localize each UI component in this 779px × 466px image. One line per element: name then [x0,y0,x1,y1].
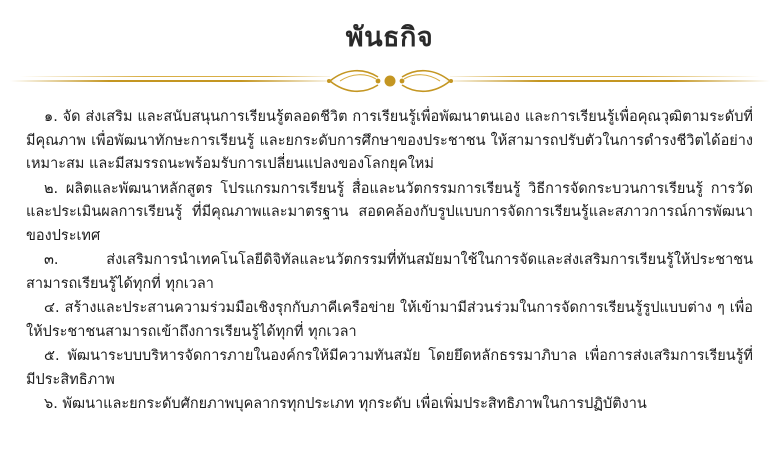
mission-body [26,106,753,416]
mission-item-2: ๒. ผลิตและพัฒนาหลักสูตร โปรแกรมการเรียนรู้ สื่อและนวัตกรรมการเรียนรู้ วิธีการจัดกระบวนการเรียนรู้ การวัดและประเมินผลการเรียนรู้ ที่มีคุณภาพและมาตรฐาน สอดคล้องกับรูปแบบการจัดการเรียนรู้และสภาวการณ์การพัฒนาของประเทศ [26,180,753,244]
mission-item-3: ๓. ส่งเสริมการนำเทคโนโลยีดิจิทัลและนวัตกรรมที่ทันสมัยมาใช้ในการจัดและส่งเสริมการเรียนรู้ให้ประชาชนสามารถเรียนรู้ได้ทุกที่ ทุกเวลา [26,252,753,292]
divider-thinbar-left [20,76,330,77]
divider-ornament-icon [320,64,460,98]
mission-item-1: ๑. จัด ส่งเสริม และสนับสนุนการเรียนรู้ตลอดชีวิต การเรียนรู้เพื่อพัฒนาตนเอง และการเรียนรู้เพื่อคุณวุฒิตามระดับที่มีคุณภาพ เพื่อพัฒนาทักษะการเรียนรู้ และยกระดับการศึกษาของประชาชน ให้สามารถปรับตัวในการดำรงชีวิตได้อย่างเหมาะสม และมีสมรรถนะพร้อมรับการเปลี่ยนแปลงของโลกยุคใหม่ [26,109,753,173]
mission-item-6: ๖. พัฒนาและยกระดับศักยภาพบุคลากรทุกประเภท ทุกระดับ เพื่อเพิ่มประสิทธิภาพในการปฏิบัติงาน [44,396,647,413]
page-title: พันธกิจ [345,22,434,53]
mission-item-4: ๔. สร้างและประสานความร่วมมือเชิงรุกกับภาคีเครือข่าย ให้เข้ามามีส่วนร่วมในการจัดการเรียนรู้รูปแบบต่าง ๆ เพื่อให้ประชาชนสามารถเข้าถึงการเรียนรู้ได้ทุกที่ ทุกเวลา [26,300,753,340]
decorative-divider [10,64,770,98]
divider-bar-right [440,80,770,82]
divider-thinbar-right [450,76,760,77]
mission-item-5: ๕. พัฒนาระบบบริหารจัดการภายในองค์กรให้มีความทันสมัย โดยยึดหลักธรรมาภิบาล เพื่อการส่งเสริมการเรียนรู้ที่มีประสิทธิภาพ [26,348,753,388]
divider-bar-left [10,80,340,82]
